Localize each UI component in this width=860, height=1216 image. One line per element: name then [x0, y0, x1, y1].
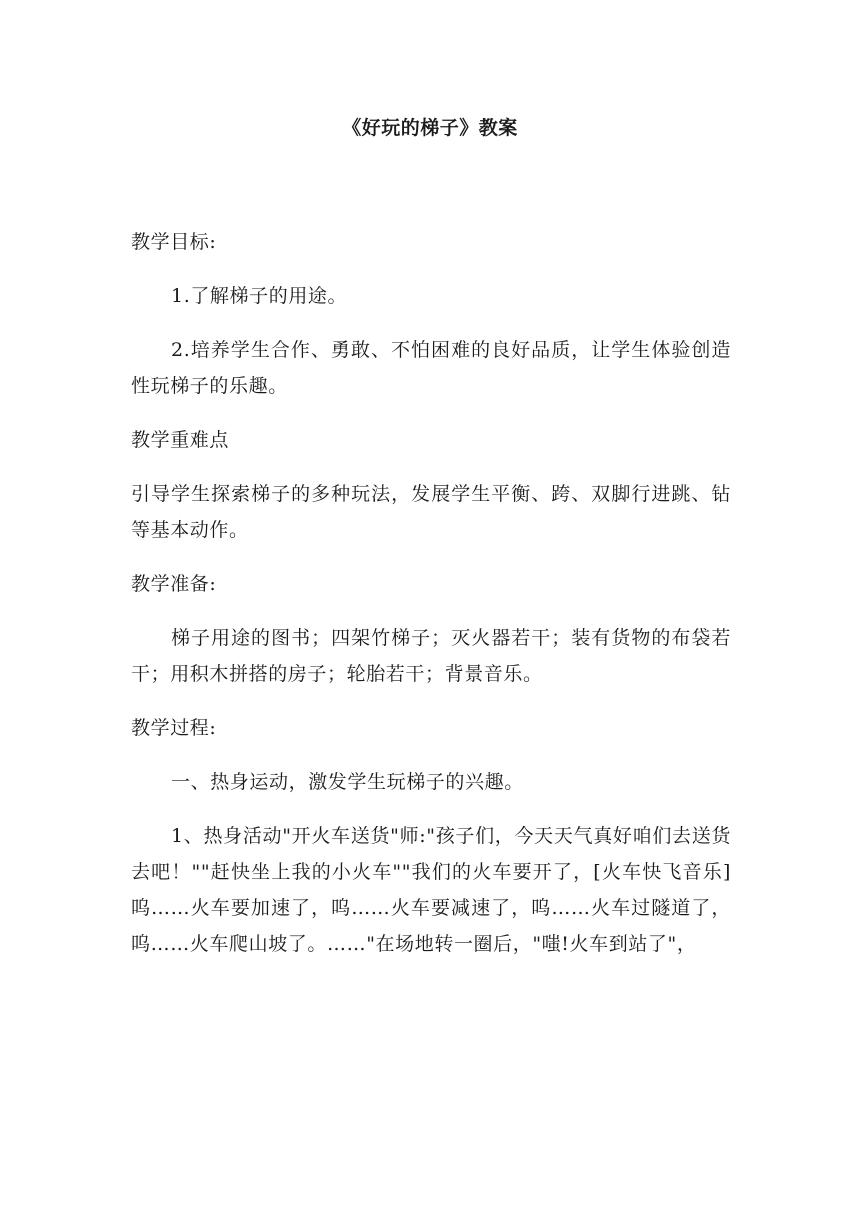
objective-item-2: 2.培养学生合作、勇敢、不怕困难的良好品质，让学生体验创造性玩梯子的乐趣。 [131, 339, 731, 397]
heading-key-points: 教学重难点 [131, 429, 230, 451]
document-title: 《好玩的梯子》教案 [342, 117, 518, 139]
objective-item-1: 1.了解梯子的用途。 [171, 285, 348, 307]
key-points-text: 引导学生探索梯子的多种玩法，发展学生平衡、跨、双脚行进跳、钻等基本动作。 [131, 483, 731, 541]
heading-objectives: 教学目标: [131, 231, 217, 253]
heading-process: 教学过程: [131, 717, 217, 739]
process-step-1: 一、热身运动，激发学生玩梯子的兴趣。 [171, 771, 524, 793]
preparation-text: 梯子用途的图书；四架竹梯子；灭火器若干；装有货物的布袋若干；用积木拼搭的房子；轮胎若干；背景音乐。 [131, 627, 731, 685]
document-body [131, 224, 731, 980]
heading-preparation: 教学准备: [131, 573, 217, 595]
process-activity-text: 1、热身活动"开火车送货"师:"孩子们，今天天气真好咱们去送货去吧！""赶快坐上我的小火车""我们的火车要开了，[火车快飞音乐]呜……火车要加速了，呜……火车要减速了，呜……火车过隧道了，呜……火车爬山坡了。……"在场地转一圈后，"嗤!火车到站了"， [131, 825, 731, 955]
